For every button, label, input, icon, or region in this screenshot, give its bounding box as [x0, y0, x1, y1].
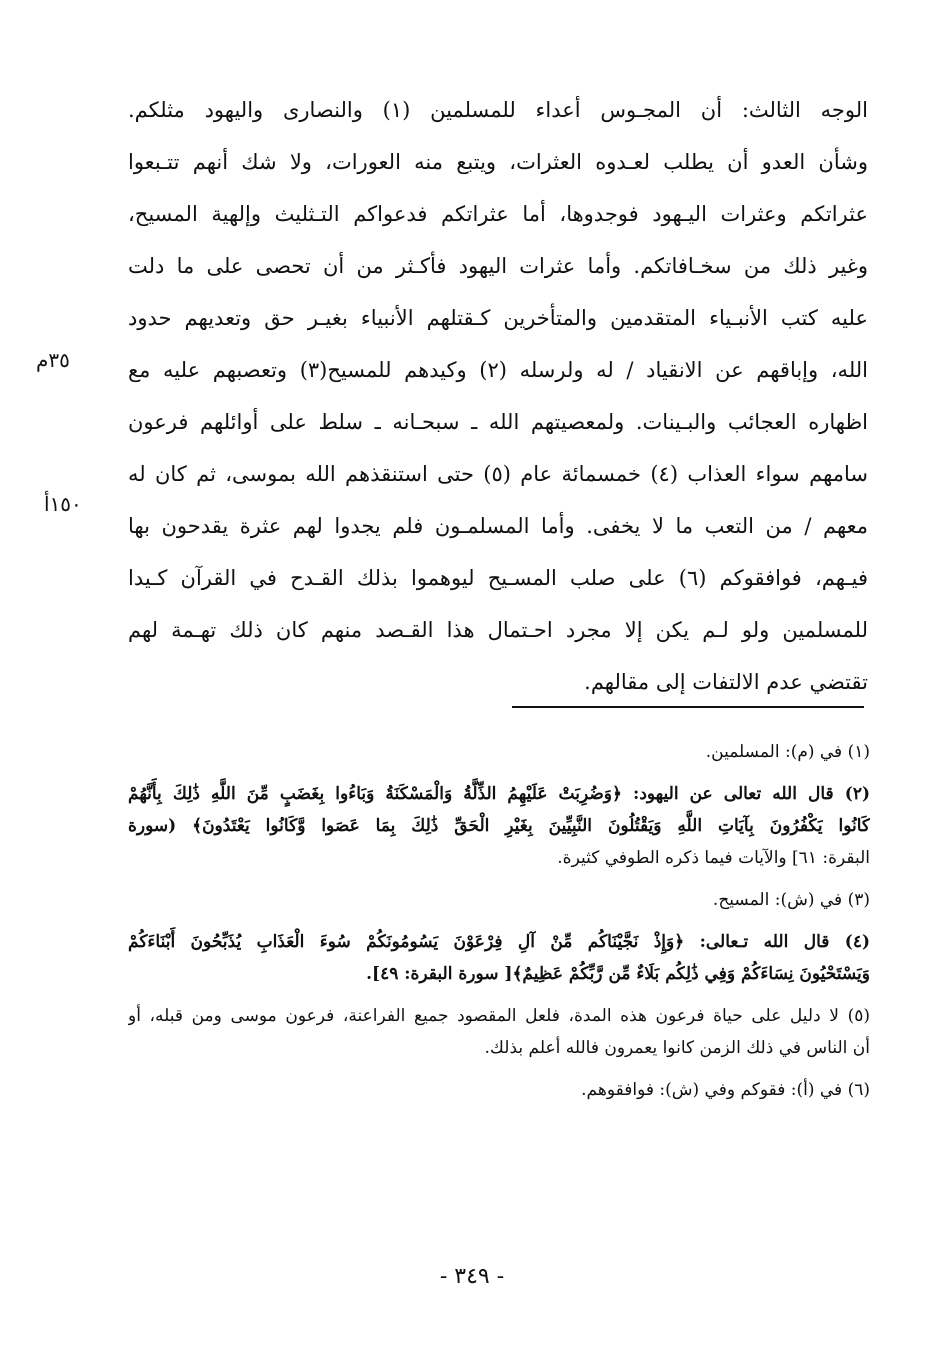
- footnote-2: [128, 778, 870, 874]
- footnote-3: [128, 884, 870, 916]
- text-line: عليه كتب الأنبـياء المتقدمين والمتأخرين كـقتلهم الأنبياء بغيـر حق وتعديهم حدود: [128, 306, 868, 330]
- text-line: للمسلمين ولو لـم يكن إلا مجرد احـتمال هذا القـصد منهم كان ذلك تهـمة لهم: [128, 618, 868, 642]
- text-line: وغير ذلك من سخـافاتكم. وأما عثرات اليهود فأكـثر من أن تحصى على ما دلت: [128, 254, 868, 278]
- footnote-line: أن الناس في ذلك الزمن كانوا يعمرون فالله أعلم بذلك.: [484, 1038, 870, 1058]
- footnote-line: وَيَسْتَحْيُونَ نِسَاءَكُمْ وَفِي ذَٰلِكُم بَلَاءٌ مِّن رَّبِّكُمْ عَظِيمٌ﴾[ سورة البقرة: ٤٩].: [366, 964, 870, 984]
- footnote-5: [128, 1000, 870, 1064]
- footnote-line: (٥) لا دليل على حياة فرعون هذه المدة، فلعل المقصود جميع الفراعنة، فرعون موسى ومن قبله، أو: [128, 1006, 870, 1026]
- text-line: اظهاره العجائب والبـينات. ولمعصيتهم الله ـ سبحـانه ـ سلط على أوائلهم فرعون: [128, 410, 868, 434]
- text-line: عثراتكم وعثرات اليـهود فوجدوها، أما عثراتكم فدعواكم التـثليث وإلهية المسيح،: [128, 202, 868, 226]
- margin-folio-note: ١٥٠أ: [44, 492, 82, 516]
- footnote-line: (٤) قال الله تـعالى: ﴿وَإِذْ نَجَّيْنَاكُم مِّنْ آلِ فِرْعَوْنَ يَسُومُونَكُمْ سُوءَ الْعَذَابِ يُذَبِّحُونَ أَبْنَاءَكُمْ: [128, 932, 870, 952]
- text-line: سامهم سواء العذاب (٤) خمسمائة عام (٥) حتى استنقذهم الله بموسى، ثم كان له: [128, 462, 868, 486]
- text-line: معهم / من التعب ما لا يخفى. وأما المسلمـون فلم يجدوا لهم عثرة يقدحون بها: [128, 514, 868, 538]
- footnote-line: (٢) قال الله تعالى عن اليهود: ﴿وَضُرِبَتْ عَلَيْهِمُ الذِّلَّةُ وَالْمَسْكَنَةُ وَبَاءُوا بِغَضَبٍ مِّنَ اللَّهِ ذَٰلِكَ بِأَنَّهُمْ: [128, 784, 870, 804]
- footnote-line: كَانُوا يَكْفُرُونَ بِآيَاتِ اللَّهِ وَيَقْتُلُونَ النَّبِيِّينَ بِغَيْرِ الْحَقِّ ذَٰلِكَ بِمَا عَصَوا وَّكَانُوا يَعْتَدُونَ﴾ (سورة: [128, 816, 870, 836]
- page-number: - ٣٤٩ -: [439, 1264, 505, 1289]
- text-line: وشأن العدو أن يطلب لعـدوه العثرات، ويتبع منه العورات، ولا شك أنهم تتـبعوا: [128, 150, 868, 174]
- text-line: فيـهم، فوافقوكم (٦) على صلب المسـيح ليوهموا بذلك القـدح في القرآن كـيدا: [128, 566, 868, 590]
- footnote-line: (٣) في (ش): المسيح.: [712, 890, 870, 910]
- footnotes: [128, 736, 870, 1116]
- footnote-line: البقرة: ٦١] والآيات فيما ذكره الطوفي كثيرة.: [557, 848, 870, 868]
- text-line: الله، وإباقهم عن الانقياد / له ولرسله (٢) وكيدهم للمسيح(٣) وتعصبهم عليه مع: [128, 358, 868, 382]
- footnote-6: [128, 1074, 870, 1106]
- text-line: تقتضي عدم الالتفات إلى مقالهم.: [584, 670, 868, 694]
- footnote-1: [128, 736, 870, 768]
- footnote-line: (٦) في (أ): فقوكم وفي (ش): فوافقوهم.: [581, 1080, 870, 1100]
- main-text: [128, 84, 868, 708]
- footnote-separator: [512, 706, 864, 708]
- margin-folio-note: ٣٥م: [36, 348, 70, 372]
- text-line: الوجه الثالث: أن المجـوس أعداء للمسلمين (١) والنصارى واليهود مثلكم.: [128, 98, 868, 122]
- footnote-line: (١) في (م): المسلمين.: [705, 742, 870, 762]
- footnote-4: [128, 926, 870, 990]
